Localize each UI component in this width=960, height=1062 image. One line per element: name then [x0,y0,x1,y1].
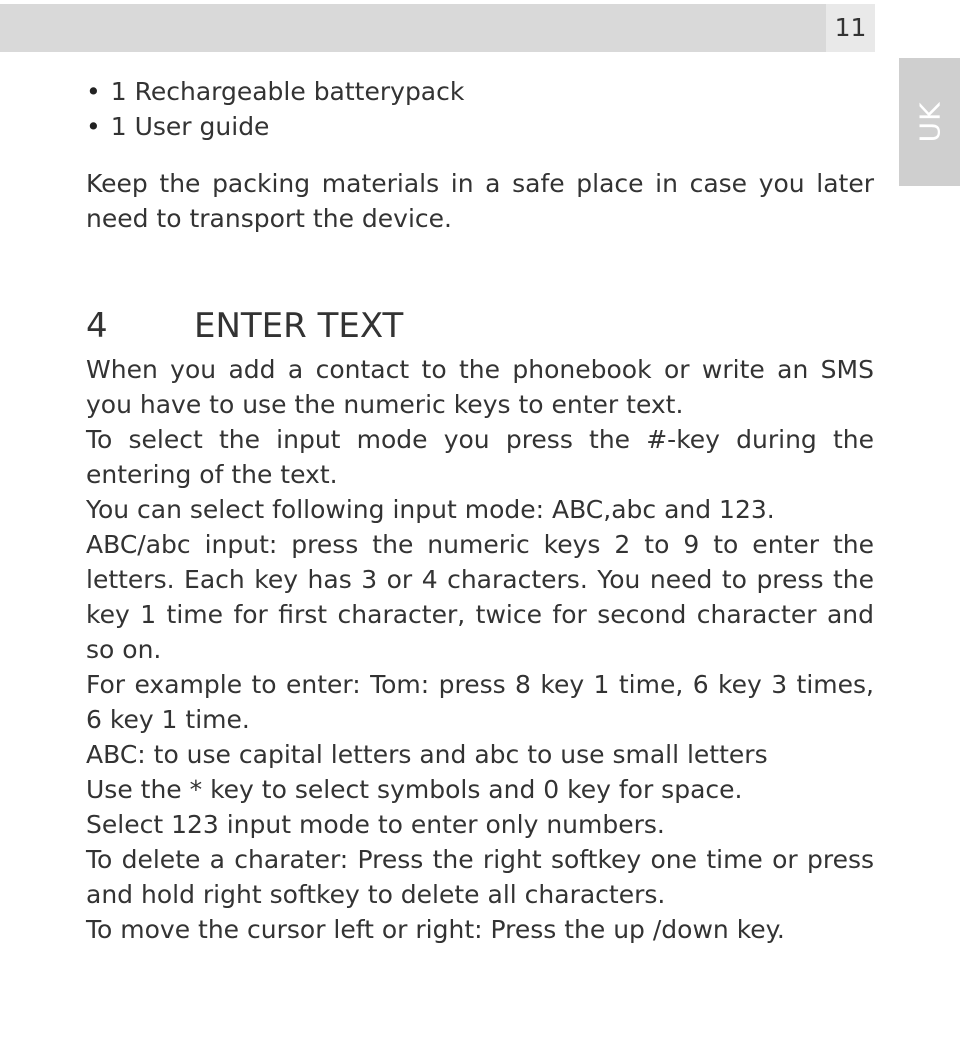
paragraph: To select the input mode you press the #-key during the entering of the text. [86,425,874,489]
paragraph: To delete a charater: Press the right softkey one time or press and hold right softkey to delete all characters. [86,845,874,909]
paragraph: When you add a contact to the phonebook or write an SMS you have to use the numeric keys to enter text. [86,355,874,419]
paragraph: For example to enter: Tom: press 8 key 1 time, 6 key 3 times, 6 key 1 time. [86,670,874,734]
language-tab [899,58,960,186]
paragraph: Use the * key to select symbols and 0 key for space. [86,775,743,804]
paragraph: Select 123 input mode to enter only numbers. [86,810,665,839]
header-bar [0,4,875,52]
list-item: • 1 Rechargeable batterypack [86,74,874,109]
package-contents-list [86,74,874,144]
paragraph: ABC/abc input: press the numeric keys 2 to 9 to enter the letters. Each key has 3 or 4 characters. You need to press the key 1 time for first character, twice for second character and so on. [86,530,874,664]
page-number: 11 [826,4,875,52]
paragraph: ABC: to use capital letters and abc to use small letters [86,740,768,769]
paragraph: To move the cursor left or right: Press the up /down key. [86,915,785,944]
paragraph: You can select following input mode: ABC,abc and 123. [86,495,775,524]
section-title: ENTER TEXT [194,306,404,346]
list-item: • 1 User guide [86,109,874,144]
language-tab-label: UK [913,101,946,143]
page-content [86,74,874,947]
section-number: 4 [86,306,108,346]
section-heading [86,304,874,348]
packing-note: Keep the packing materials in a safe place in case you later need to transport the device. [86,169,874,233]
